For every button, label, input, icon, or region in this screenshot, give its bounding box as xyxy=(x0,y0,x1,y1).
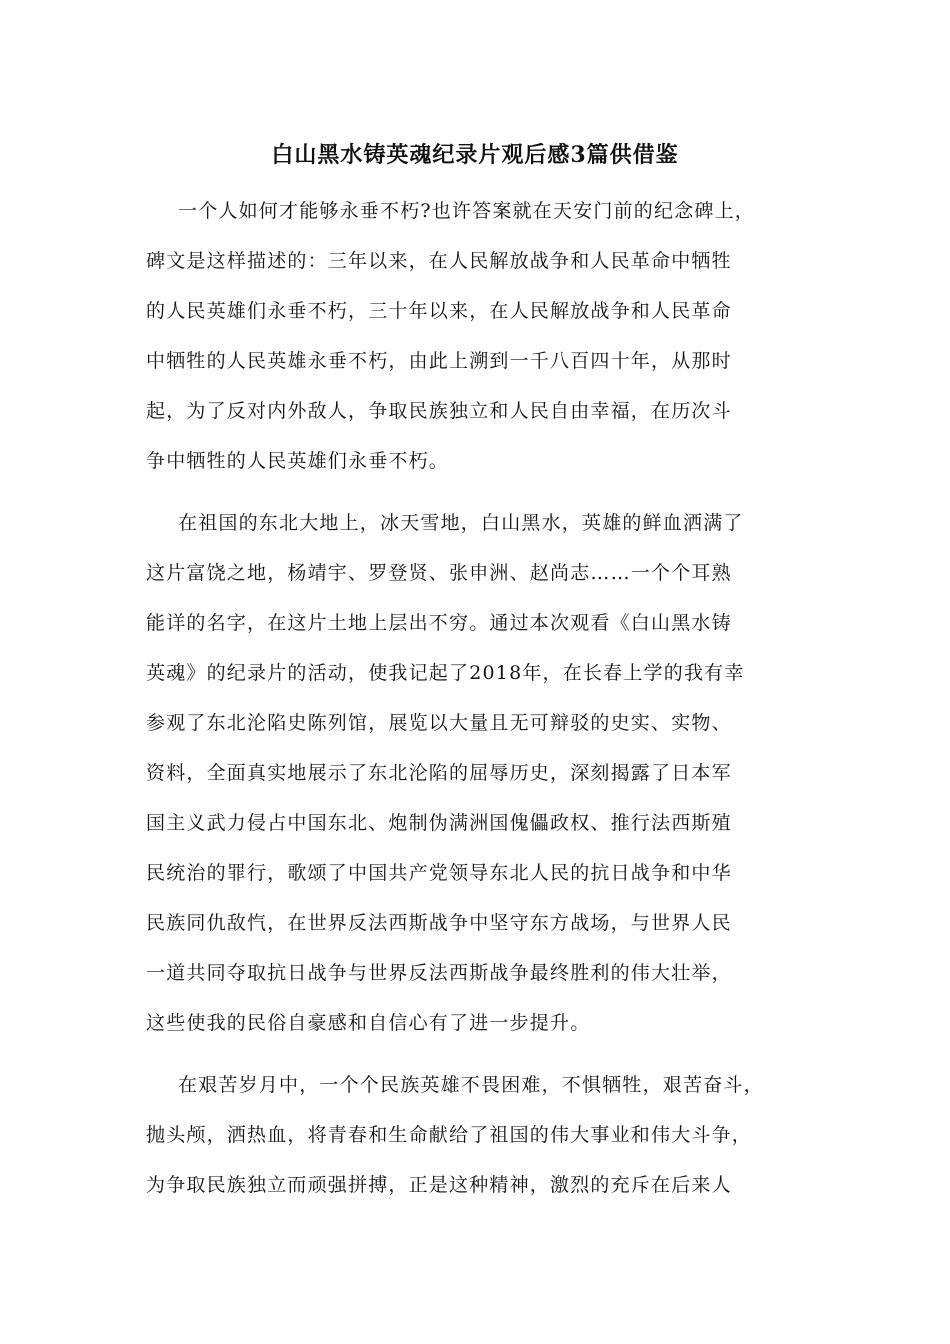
paragraph-1-line-6: 争中牺牲的人民英雄们永垂不朽。 xyxy=(146,450,450,472)
paragraph-3-line-3: 为争取民族独立而顽强拼搏，正是这种精神，激烈的充斥在后来人 xyxy=(146,1174,732,1196)
paragraph-2-line-7: 国主义武力侵占中国东北、炮制伪满洲国傀儡政权、推行法西斯殖 xyxy=(146,812,732,834)
paragraph-2-line-8: 民统治的罪行，歌颂了中国共产党领导东北人民的抗日战争和中华 xyxy=(146,862,732,884)
paragraph-1-line-4: 中牺牲的人民英雄永垂不朽，由此上溯到一千八百四十年，从那时 xyxy=(146,350,732,372)
paragraph-2-line-5: 参观了东北沦陷史陈列馆，展览以大量且无可辩驳的史实、实物、 xyxy=(146,712,732,734)
paragraph-2-line-9: 民族同仇敌忾，在世界反法西斯战争中坚守东方战场，与世界人民 xyxy=(146,912,732,934)
paragraph-2-line-4: 英魂》的纪录片的活动，使我记起了2018年，在长春上学的我有幸 xyxy=(146,662,745,684)
paragraph-2-line-6: 资料，全面真实地展示了东北沦陷的屈辱历史，深刻揭露了日本军 xyxy=(146,762,732,784)
paragraph-1-line-5: 起，为了反对内外敌人，争取民族独立和人民自由幸福，在历次斗 xyxy=(146,400,732,422)
paragraph-1-line-3: 的人民英雄们永垂不朽，三十年以来，在人民解放战争和人民革命 xyxy=(146,300,732,322)
paragraph-3-line-1: 在艰苦岁月中，一个个民族英雄不畏困难，不惧牺牲，艰苦奋斗， xyxy=(178,1074,764,1096)
paragraph-2-line-1: 在祖国的东北大地上，冰天雪地，白山黑水，英雄的鲜血洒满了 xyxy=(178,512,744,534)
document-title: 白山黑水铸英魂纪录片观后感3篇供借鉴 xyxy=(271,142,679,168)
paragraph-2-line-10: 一道共同夺取抗日战争与世界反法西斯战争最终胜利的伟大壮举， xyxy=(146,962,732,984)
paragraph-2-line-2: 这片富饶之地，杨靖宇、罗登贤、张申洲、赵尚志……一个个耳熟 xyxy=(146,562,732,584)
paragraph-1-line-2: 碑文是这样描述的：三年以来，在人民解放战争和人民革命中牺牲 xyxy=(146,250,732,272)
paragraph-1-line-1: 一个人如何才能够永垂不朽?也许答案就在天安门前的纪念碑上， xyxy=(178,200,755,222)
paragraph-2-line-11: 这些使我的民俗自豪感和自信心有了进一步提升。 xyxy=(146,1012,591,1034)
paragraph-2-line-3: 能详的名字，在这片土地上层出不穷。通过本次观看《白山黑水铸 xyxy=(146,612,732,634)
paragraph-3-line-2: 抛头颅，洒热血，将青春和生命献给了祖国的伟大事业和伟大斗争， xyxy=(146,1124,753,1146)
